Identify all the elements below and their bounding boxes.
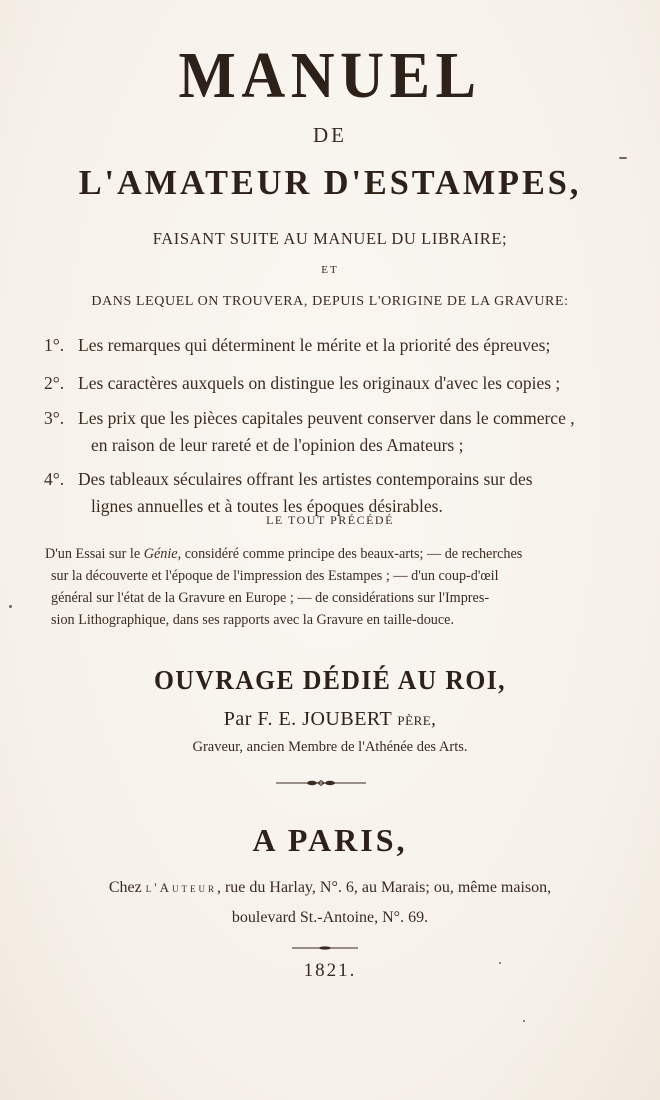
subtitle-et: ET	[321, 264, 339, 276]
subtitle-dans-lequel: DANS LEQUEL ON TROUVERA, DEPUIS L'ORIGINE DE LA GRAVURE:	[91, 294, 569, 309]
paper-speck	[499, 962, 501, 964]
publication-year: 1821.	[303, 960, 357, 981]
item-number: 4°.	[44, 469, 65, 489]
list-item-4-continuation: lignes annuelles et à toutes les époques désirables.	[91, 496, 443, 516]
list-item-3-continuation: en raison de leur rareté et de l'opinion des Amateurs ;	[91, 435, 464, 455]
paper-speck	[9, 605, 12, 608]
genie-italic: Génie,	[143, 546, 182, 562]
imprint-address-line-2: boulevard St.-Antoine, N°. 69.	[231, 909, 429, 926]
ornament-small-rule-icon	[292, 945, 358, 951]
item-number: 3°.	[44, 408, 65, 428]
list-item-3	[44, 408, 575, 429]
essai-line-4: sion Lithographique, dans ses rapports avec la Gravure en taille-douce.	[51, 612, 455, 628]
list-item-2	[44, 373, 560, 394]
essai-line-3: général sur l'état de la Gravure en Europe ; — de considérations sur l'Impres-	[51, 590, 490, 606]
imprint-address-line-1: Chez l'Auteur, rue du Harlay, N°. 6, au Marais; ou, même maison,	[108, 879, 552, 896]
item-text: Les remarques qui déterminent le mérite et la priorité des épreuves;	[78, 335, 551, 355]
list-item-4	[44, 469, 533, 490]
list-item-1	[44, 335, 550, 356]
essai-line-1: D'un Essai sur le Génie, considéré comme principe des beaux-arts; — de recherches	[45, 546, 523, 562]
ornament-rule-icon	[276, 779, 366, 787]
paper-speck	[619, 157, 627, 159]
item-text: Des tableaux séculaires offrant les artistes contemporains sur des	[78, 469, 533, 489]
author-line: Par F. E. JOUBERT père,	[223, 708, 437, 730]
essai-line-2: sur la découverte et l'époque de l'impression des Estampes ; — d'un coup-d'œil	[51, 568, 499, 584]
item-text: Les caractères auxquels on distingue les originaux d'avec les copies ;	[78, 373, 561, 393]
title-manuel: MANUEL	[178, 39, 482, 112]
author-description: Graveur, ancien Membre de l'Athénée des Arts.	[192, 739, 468, 755]
essai-paragraph	[45, 543, 625, 631]
imprint-author: l'Auteur	[145, 880, 217, 895]
title-amateur-estampes: L'AMATEUR D'ESTAMPES,	[78, 163, 582, 202]
subtitle-suite: FAISANT SUITE AU MANUEL DU LIBRAIRE;	[152, 229, 508, 248]
item-text: Les prix que les pièces capitales peuvent conserver dans le commerce ,	[78, 408, 575, 428]
item-number: 2°.	[44, 373, 65, 393]
dedication: OUVRAGE DÉDIÉ AU ROI,	[153, 665, 507, 695]
item-number: 1°.	[44, 335, 65, 355]
imprint-city: A PARIS,	[252, 822, 408, 858]
author-pere: père,	[397, 709, 437, 729]
le-tout-precede: LE TOUT PRÉCÉDÉ	[266, 513, 394, 527]
title-de: DE	[313, 123, 347, 147]
paper-speck	[523, 1020, 525, 1022]
